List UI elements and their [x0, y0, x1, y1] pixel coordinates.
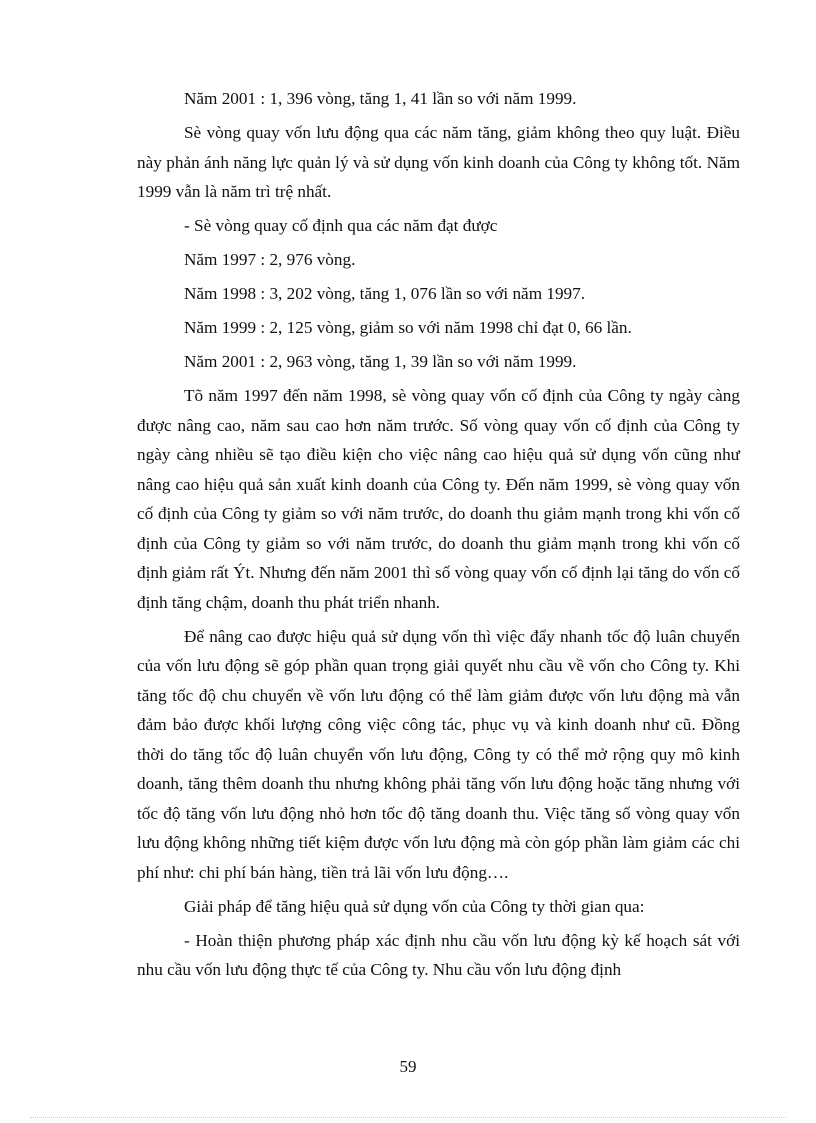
paragraph-capital-turnover-efficiency: Để nâng cao được hiệu quả sử dụng vốn thì việc đẩy nhanh tốc độ luân chuyển của vốn lưu động sẽ góp phần quan trọng giải quyết nhu cầu về vốn cho Công ty. Khi tăng tốc độ chu chuyển về vốn lưu động có thể làm giảm được vốn lưu động mà vẫn đảm bảo được khối lượng công việc công tác, phục vụ và kinh doanh như cũ. Đồng thời do tăng tốc độ luân chuyển vốn lưu động, Công ty có thể mở rộng quy mô kinh doanh, tăng thêm doanh thu nhưng không phải tăng vốn lưu động hoặc tăng nhưng với tốc độ tăng vốn lưu động nhỏ hơn tốc độ tăng doanh thu. Việc tăng số vòng quay vốn lưu động không những tiết kiệm được vốn lưu động mà còn góp phần làm giảm các chi phí như: chi phí bán hàng, tiền trả lãi vốn lưu động…. [137, 626, 740, 882]
paragraph-year-2001-fixed-capital: Năm 2001 : 2, 963 vòng, tăng 1, 39 lần so với năm 1999. [184, 352, 577, 371]
body-text [137, 84, 740, 989]
paragraph-solution-item: - Hoàn thiện phương pháp xác định nhu cầu vốn lưu động kỳ kế hoạch sát với nhu cầu vốn lưu động thực tế của Công ty. Nhu cầu vốn lưu động định [137, 930, 740, 979]
paragraph-year-1998: Năm 1998 : 3, 202 vòng, tăng 1, 076 lần so với năm 1997. [184, 284, 586, 303]
paragraph-working-capital-assessment: Sè vòng quay vốn lưu động qua các năm tăng, giảm không theo quy luật. Điều này phản ánh năng lực quản lý và sử dụng vốn kinh doanh của Công ty không tốt. Năm 1999 vẫn là năm trì trệ nhất. [137, 123, 740, 201]
paragraph-year-2001-working-capital: Năm 2001 : 1, 396 vòng, tăng 1, 41 lần so với năm 1999. [184, 89, 577, 108]
paragraph-solutions-heading: Giải pháp để tăng hiệu quả sử dụng vốn của Công ty thời gian qua: [184, 896, 645, 916]
paragraph-year-1999: Năm 1999 : 2, 125 vòng, giảm so với năm 1998 chỉ đạt 0, 66 lần. [184, 318, 632, 337]
paragraph-fixed-capital-heading: - Sè vòng quay cố định qua các năm đạt được [184, 216, 498, 235]
page-bottom-rule [30, 1117, 786, 1118]
paragraph-year-1997: Năm 1997 : 2, 976 vòng. [184, 250, 356, 269]
page-number: 59 [399, 1057, 417, 1076]
paragraph-fixed-capital-analysis: Tõ năm 1997 đến năm 1998, sè vòng quay vốn cố định của Công ty ngày càng được nâng cao, năm sau cao hơn năm trước. Số vòng quay vốn cố định của Công ty ngày càng nhiều sẽ tạo điều kiện cho việc nâng cao hiệu quả sử dụng vốn cũng như nâng cao hiệu quả sản xuất kinh doanh của Công ty. Đến năm 1999, sè vòng quay vốn cố định của Công ty giảm so với năm trước, do doanh thu giảm mạnh trong khi vốn cố định của Công ty giảm so với năm trước, do doanh thu giảm mạnh trong khi vốn cố định giảm rất Ýt. Nhưng đến năm 2001 thì số vòng quay vốn cố định lại tăng do vốn cố định tăng chậm, doanh thu phát triển nhanh. [137, 386, 740, 612]
